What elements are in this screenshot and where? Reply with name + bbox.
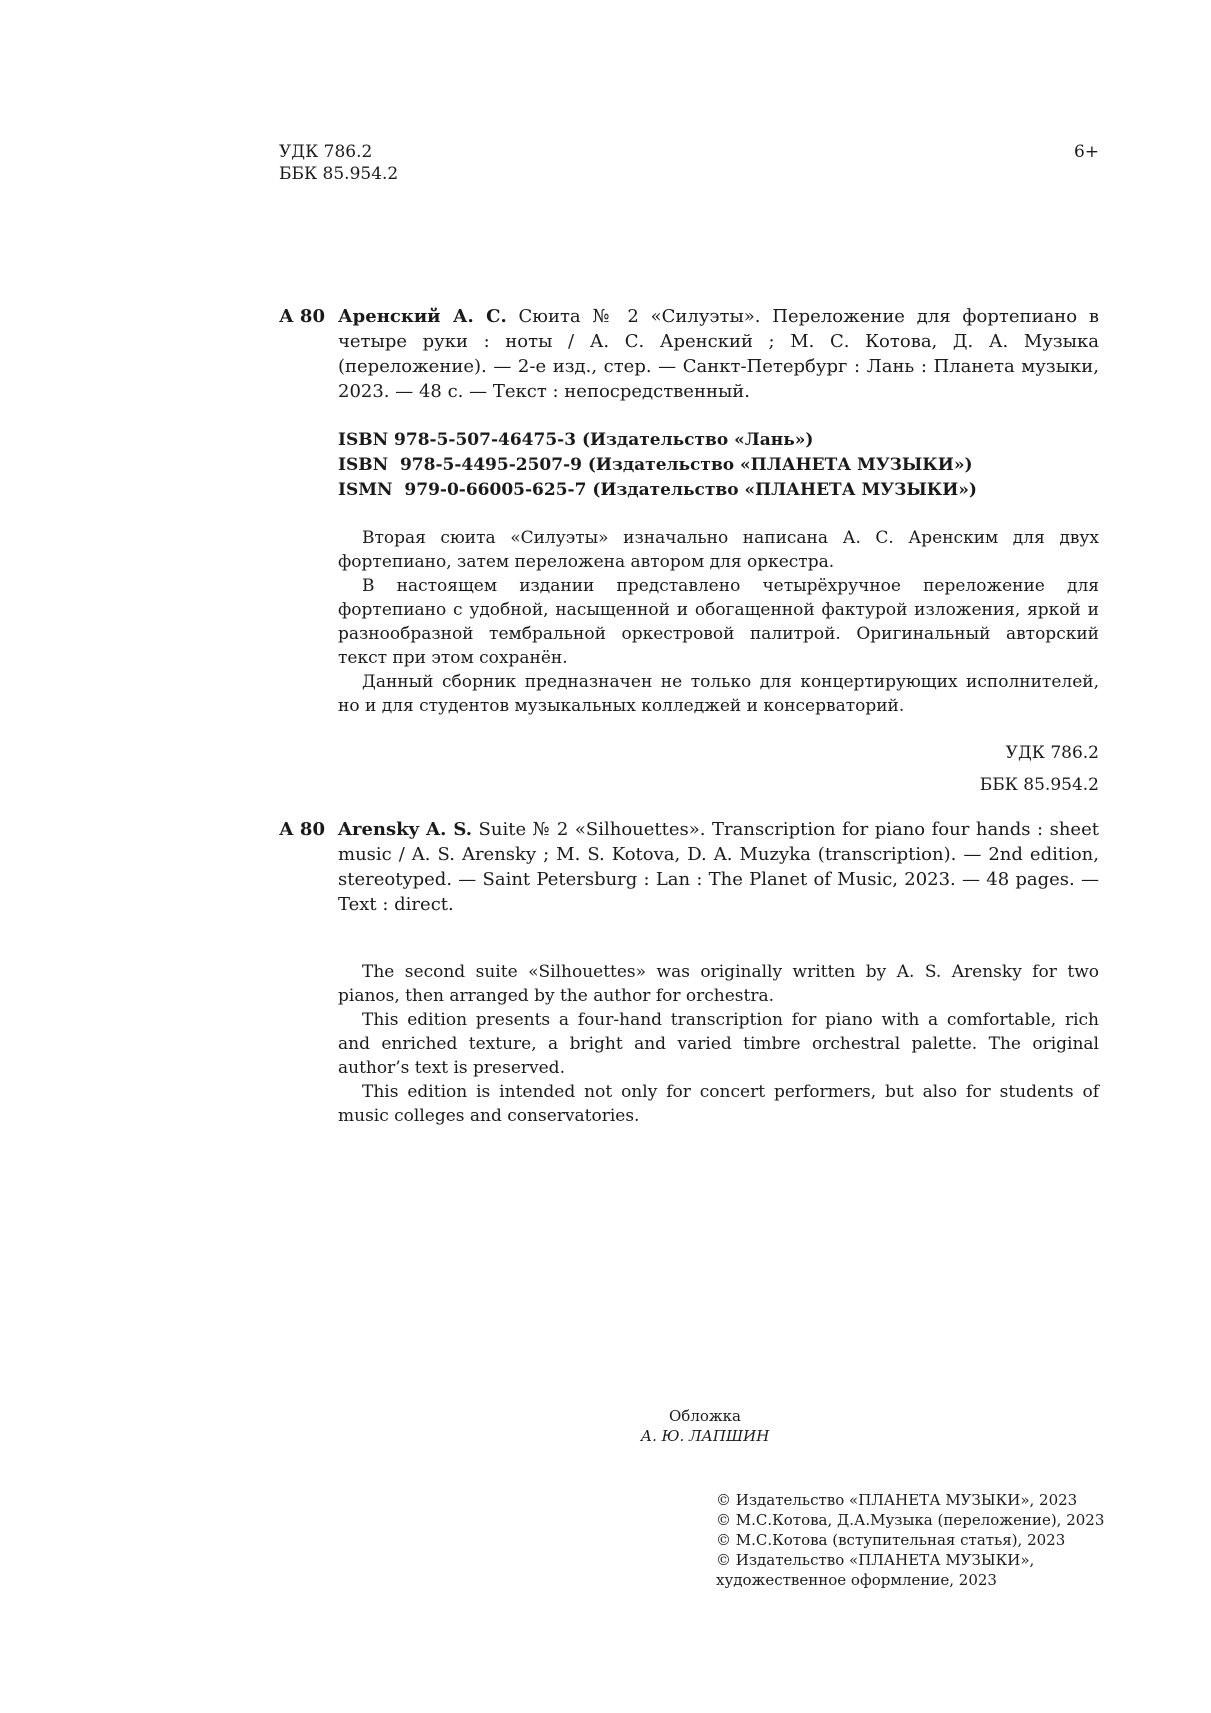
record-code: А 80 [279,819,325,840]
ru-catalog-record [279,304,1099,404]
udk-code-right: УДК 786.2 [1005,743,1099,763]
copyright-line: © Издательство «ПЛАНЕТА МУЗЫКИ», [716,1551,1035,1569]
classification-right [980,737,1099,801]
identifier-list [338,428,977,503]
abstract-paragraph: This edition is intended not only for concert performers, but also for students of music colleges and conservatories. [338,1082,1099,1126]
record-body [338,817,1099,917]
bbk-code-right: ББК 85.954.2 [979,775,1099,795]
copyright-line: © Издательство «ПЛАНЕТА МУЗЫКИ», 2023 [716,1491,1078,1509]
abstract-paragraph: Данный сборник предназначен не только для концертирующих исполнителей, но и для студентов музыкальных колледжей и консерваторий. [338,672,1099,716]
abstract-paragraph: This edition presents a four-hand transcription for piano with a comfortable, rich and enriched texture, a bright and varied timbre orchestral palette. The original author’s text is preserved. [338,1010,1099,1078]
abstract-paragraph: Вторая сюита «Силуэты» изначально написана А. С. Аренским для двух фортепиано, затем переложена автором для оркестра. [338,528,1099,572]
record-text: Suite № 2 «Silhouettes». Transcription for piano four hands : sheet music / A. S. Arensky ; M. S. Kotova, D. A. Muzyka (transcription). — 2nd edition, stereotyped. — Saint Petersburg : Lan : The Planet of Music, 2023. — 48 pages. — Text : direct. [338,819,1099,915]
record-body [338,304,1099,404]
abstract-paragraph: В настоящем издании представлено четырёхручное переложение для фортепиано с удобной, насыщенной и обогащенной фактурой изложения, яркой и разнообразной тембральной оркестровой палитрой. Оригинальный авторский текст при этом сохранён. [338,576,1099,668]
en-catalog-record [279,817,1099,917]
copyright-block [716,1490,1104,1590]
udk-code: УДК 786.2 [279,142,373,162]
bbk-code: ББК 85.954.2 [279,164,399,184]
copyright-line: © М.С.Котова (вступительная статья), 2023 [716,1531,1066,1549]
copyright-line: художественное оформление, 2023 [716,1571,997,1589]
abstract-paragraph: The second suite «Silhouettes» was originally written by A. S. Arensky for two pianos, then arranged by the author for orchestra. [338,962,1099,1006]
copyright-line: © М.С.Котова, Д.А.Музыка (переложение), 2023 [716,1511,1105,1529]
record-text: Сюита № 2 «Силуэты». Переложение для фортепиано в четыре руки : ноты / А. С. Аренский ; М. С. Котова, Д. А. Музыка (переложение). — 2-е изд., стер. — Санкт-Петербург : Лань : Планета музыки, 2023. — 48 с. — Текст : непосредственный. [338,306,1099,402]
isbn-planeta: ISBN 978-5-4495-2507-9 (Издательство «ПЛАНЕТА МУЗЫКИ») [338,455,973,475]
record-author: Arensky A. S. [338,819,473,840]
isbn-lan: ISBN 978-5-507-46475-3 (Издательство «Лань») [338,430,814,450]
record-code: А 80 [279,306,325,327]
cover-label: Обложка [668,1407,741,1425]
age-rating: 6+ [1073,142,1099,162]
classification-header [279,141,398,185]
ismn-planeta: ISMN 979-0-66005-625-7 (Издательство «ПЛАНЕТА МУЗЫКИ») [338,480,977,500]
record-author: Аренский А. С. [338,306,507,327]
en-abstract [338,960,1099,1128]
cover-credit [600,1406,810,1446]
ru-abstract [338,526,1099,718]
cover-artist: А. Ю. ЛАПШИН [640,1427,770,1445]
